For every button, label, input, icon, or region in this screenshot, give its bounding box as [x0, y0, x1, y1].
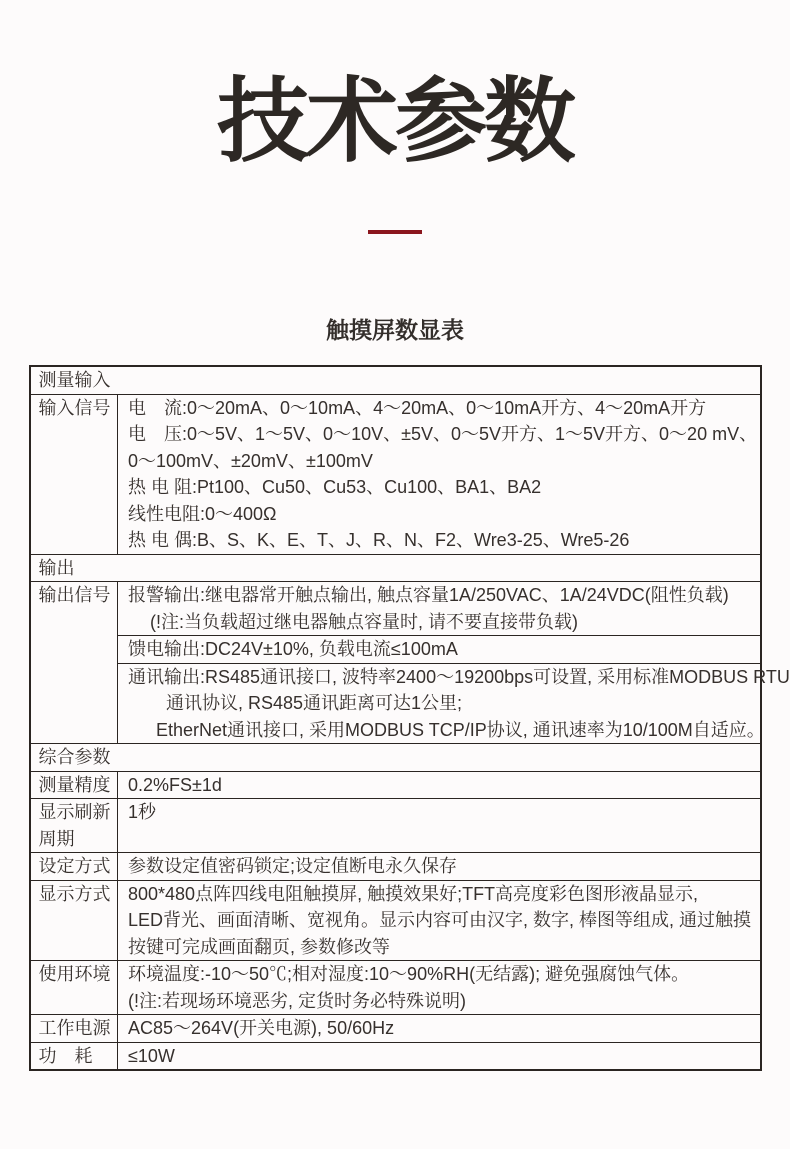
spec-line-setting-method: 参数设定值密码锁定;设定值断电永久保存 [128, 856, 457, 876]
spec-line-environment-note: (!注:若现场环境恶劣, 定货时务必特殊说明) [128, 990, 466, 1011]
table-row-display-mode [30, 880, 761, 961]
spec-line-accuracy: 0.2%FS±1d [128, 774, 222, 795]
table-row-output-signal-alarm [30, 582, 761, 636]
spec-line-comm-rs485: 通讯输出:RS485通讯接口, 波特率2400～19200bps可设置, 采用标准MODBUS RTU [128, 666, 790, 687]
table-row-accuracy [30, 771, 761, 799]
section-header-measure-input: 测量输入 [30, 366, 761, 394]
spec-line-display-2: LED背光、画面清晰、宽视角。显示内容可由汉字, 数字, 棒图等组成, 通过触摸 [128, 910, 752, 930]
spec-line-alarm: 报警输出:继电器常开触点输出, 触点容量1A/250VAC、1A/24VDC(阻性负载) [128, 585, 729, 605]
row-value-display-mode [118, 880, 761, 961]
spec-line-comm-protocol: 通讯协议, RS485通讯距离可达1公里; [166, 693, 463, 713]
row-value-refresh-cycle [118, 799, 761, 853]
section-row-output [30, 554, 761, 582]
section-row-general-params [30, 744, 761, 772]
row-label-power-supply: 工作电源 [30, 1015, 118, 1043]
row-label-accuracy: 测量精度 [30, 771, 118, 799]
spec-table [29, 365, 790, 1071]
row-label-refresh-cycle: 显示刷新周期 [30, 799, 118, 853]
table-row-setting-method [30, 853, 761, 881]
table-row-refresh-cycle [30, 799, 761, 853]
row-value-power-consumption [118, 1042, 761, 1070]
section-row-measure-input [30, 366, 761, 394]
spec-line-power-consumption: ≤10W [128, 1045, 175, 1066]
table-row-power-supply [30, 1015, 761, 1043]
spec-line-voltage: 电 压:0～5V、1～5V、0～10V、±5V、0～5V开方、1～5V开方、0～20 mV、 [128, 424, 758, 444]
page-title: 技术参数 [216, 71, 573, 173]
row-label-power-consumption: 功 耗 [30, 1042, 118, 1070]
spec-line-current: 电 流:0～20mA、0～10mA、4～20mA、0～10mA开方、4～20mA开方 [128, 397, 707, 418]
spec-line-comm-ethernet: EtherNet通讯接口, 采用MODBUS TCP/IP协议, 通讯速率为10/100M自适应。 [156, 719, 765, 740]
title-divider [368, 230, 422, 234]
row-value-accuracy [118, 771, 761, 799]
table-row-environment [30, 961, 761, 1015]
table-row-power-consumption [30, 1042, 761, 1070]
row-value-setting-method [118, 853, 761, 881]
row-value-comm-output [118, 663, 790, 744]
table-row-output-signal-feed [30, 636, 761, 664]
table-row-output-signal-comm [30, 663, 761, 744]
spec-line-refresh-cycle: 1秒 [128, 802, 157, 822]
section-header-output: 输出 [30, 554, 761, 582]
row-value-input-signal [118, 394, 761, 554]
spec-line-voltage-cont: 0～100mV、±20mV、±100mV [128, 450, 373, 471]
row-label-environment: 使用环境 [30, 961, 118, 1015]
spec-line-linear-resistance: 线性电阻:0～400Ω [128, 503, 277, 524]
row-value-power-supply [118, 1015, 761, 1043]
spec-line-thermocouple: 热 电 偶:B、S、K、E、T、J、R、N、F2、Wre3-25、Wre5-26 [128, 530, 630, 550]
row-label-output-signal: 输出信号 [30, 582, 118, 744]
spec-line-feed: 馈电输出:DC24V±10%, 负载电流≤100mA [128, 639, 458, 659]
row-label-setting-method: 设定方式 [30, 853, 118, 881]
spec-line-display-1: 800*480点阵四线电阻触摸屏, 触摸效果好;TFT高亮度彩色图形液晶显示, [128, 883, 699, 904]
section-header-general-params: 综合参数 [30, 744, 761, 772]
row-label-input-signal: 输入信号 [30, 394, 118, 554]
row-label-display-mode: 显示方式 [30, 880, 118, 961]
spec-line-power-supply: AC85～264V(开关电源), 50/60Hz [128, 1018, 395, 1038]
row-value-feed-output [118, 636, 761, 664]
row-value-alarm-output [118, 582, 761, 636]
spec-line-environment: 环境温度:-10～50℃;相对湿度:10～90%RH(无结露); 避免强腐蚀气体。 [128, 964, 690, 984]
table-row-input-signal [30, 394, 761, 554]
spec-table-title: 触摸屏数显表 [326, 317, 464, 343]
spec-line-alarm-note: (!注:当负载超过继电器触点容量时, 请不要直接带负载) [150, 611, 578, 632]
spec-line-display-3: 按键可完成画面翻页, 参数修改等 [128, 936, 391, 957]
spec-line-rtd: 热 电 阻:Pt100、Cu50、Cu53、Cu100、BA1、BA2 [128, 477, 542, 497]
row-value-environment [118, 961, 761, 1015]
